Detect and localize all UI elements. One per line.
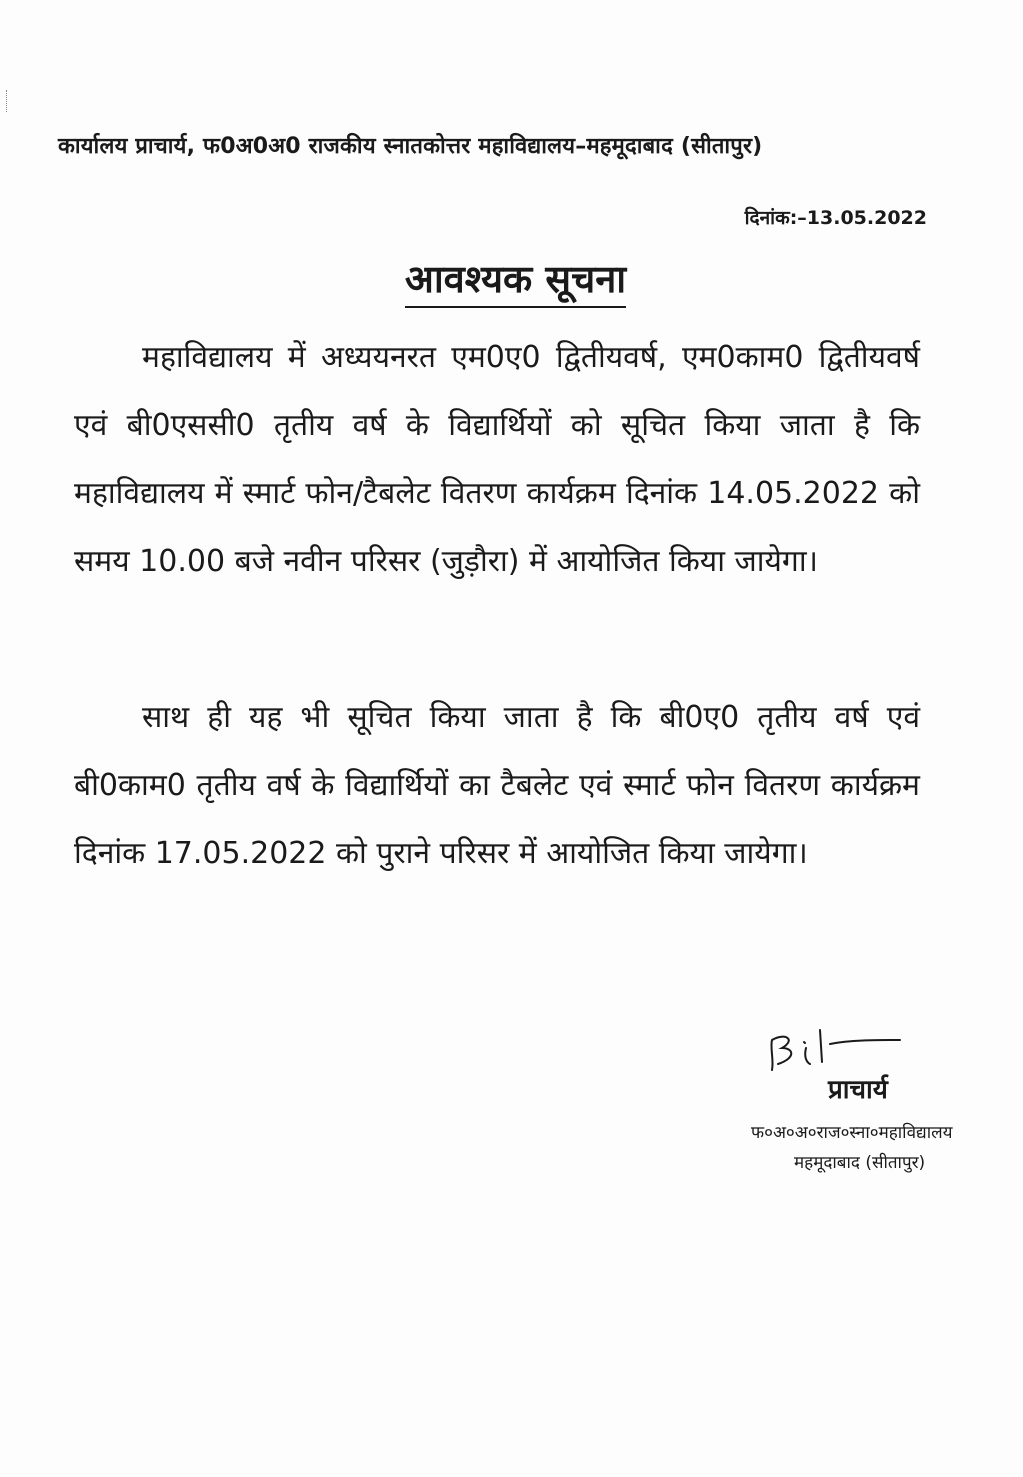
stamp-college-name: फ०अ०अ०राज०स्ना०महाविद्यालय <box>751 1123 953 1143</box>
notice-paragraph-1: महाविद्यालय में अध्ययनरत एम0ए0 द्वितीयवर्ष, एम0काम0 द्वितीयवर्ष एवं बी0एससी0 तृतीय वर्ष के विद्यार्थियों को सूचित किया जाता है कि महाविद्यालय में स्मार्ट फोन/टैबलेट वितरण कार्यक्रम दिनांक 14.05.2022 को समय 10.00 बजे नवीन परिसर (जुड़ौरा) में आयोजित किया जायेगा। <box>74 340 920 579</box>
office-header: कार्यालय प्राचार्य, फ0अ0अ0 राजकीय स्नातकोत्तर महाविद्यालय–महमूदाबाद (सीतापुर) <box>58 134 763 159</box>
signatory-title: प्राचार्य <box>828 1075 888 1105</box>
notice-title-wrapper <box>0 252 1023 308</box>
handwritten-signature <box>760 1018 910 1078</box>
notice-date: दिनांक:–13.05.2022 <box>744 207 927 229</box>
scan-edge-mark <box>6 90 9 112</box>
stamp-location: महमूदाबाद (सीतापुर) <box>794 1153 926 1173</box>
notice-title: आवश्यक सूचना <box>405 252 626 308</box>
notice-paragraph-2: साथ ही यह भी सूचित किया जाता है कि बी0ए0 तृतीय वर्ष एवं बी0काम0 तृतीय वर्ष के विद्यार्थियों का टैबलेट एवं स्मार्ट फोन वितरण कार्यक्रम दिनांक 17.05.2022 को पुराने परिसर में आयोजित किया जायेगा। <box>74 700 920 871</box>
